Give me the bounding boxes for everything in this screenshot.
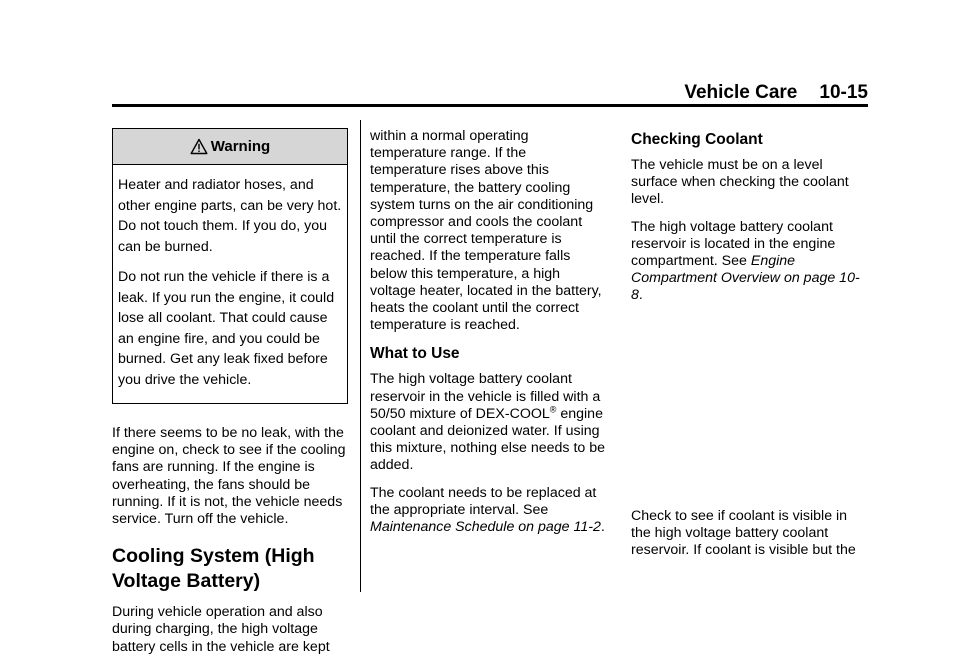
body-paragraph: During vehicle operation and also during charging, the high voltage battery cells in the vehicle are kept xyxy=(112,604,330,655)
page-number: 10-15 xyxy=(819,82,868,103)
body-paragraph: Check to see if coolant is visible in the high voltage battery coolant reservoir. If coolant is visible but the xyxy=(631,508,856,559)
text-run: The coolant needs to be replaced at the appropriate interval. See xyxy=(370,484,597,518)
warning-icon xyxy=(190,138,208,155)
body-paragraph xyxy=(631,219,867,305)
warning-paragraph: Do not run the vehicle if there is a leak. If you run the engine, it could lose all coolant. That could cause an engine fire, and you could be burned. Get any leak fixed before you drive the vehicle. xyxy=(118,269,335,388)
column-middle xyxy=(370,128,606,546)
text-run: engine coolant and deionized water. If using this mixture, nothing else needs to be added. xyxy=(370,405,606,474)
header-rule xyxy=(112,104,868,107)
page-header xyxy=(112,82,868,104)
warning-paragraph: Heater and radiator hoses, and other engine parts, can be very hot. Do not touch them. If you do, you can be burned. xyxy=(118,177,342,255)
text-run: The high voltage battery coolant reservoir is located in the engine compartment. See xyxy=(631,218,836,270)
warning-body xyxy=(113,165,347,403)
body-paragraph xyxy=(370,485,606,537)
warning-header xyxy=(113,129,347,165)
warning-box xyxy=(112,128,348,404)
registered-mark: ® xyxy=(549,404,557,415)
section-title: Vehicle Care xyxy=(684,82,798,103)
text-run: The high voltage battery coolant reservoir in the vehicle is filled with a 50/50 mixture of DEX-COOL xyxy=(370,371,601,422)
body-paragraph: If there seems to be no leak, with the engine on, check to see if the cooling fans are running. If the engine is overheating, the fans should be running. If it is not, the vehicle needs service. Turn off the vehicle. xyxy=(112,425,346,528)
warning-title: Warning xyxy=(210,137,271,155)
body-paragraph: within a normal operating temperature range. If the temperature rises above this temperature, the battery cooling system turns on the air conditioning compressor and cools the coolant until the correct temperature is reached. If the temperature falls below this temperature, a high voltage heater, located in the battery, heats the coolant until the correct temperature is reached. xyxy=(370,128,602,334)
cross-reference-link[interactable]: Engine Compartment Overview on page 10-8 xyxy=(631,253,860,304)
body-paragraph: The vehicle must be on a level surface when checking the coolant level. xyxy=(631,157,849,208)
subsection-heading: What to Use xyxy=(370,345,460,363)
cross-reference-link[interactable]: Maintenance Schedule on page 11-2 xyxy=(370,519,601,536)
text-run: . xyxy=(638,287,643,304)
column-right-lower xyxy=(631,508,867,560)
section-heading: Cooling System (High Voltage Battery) xyxy=(112,545,315,593)
text-run: . xyxy=(600,519,605,536)
body-paragraph xyxy=(370,371,606,474)
column-left xyxy=(112,128,348,666)
column-divider xyxy=(360,120,361,592)
subsection-heading: Checking Coolant xyxy=(631,131,763,148)
column-right xyxy=(631,128,867,315)
